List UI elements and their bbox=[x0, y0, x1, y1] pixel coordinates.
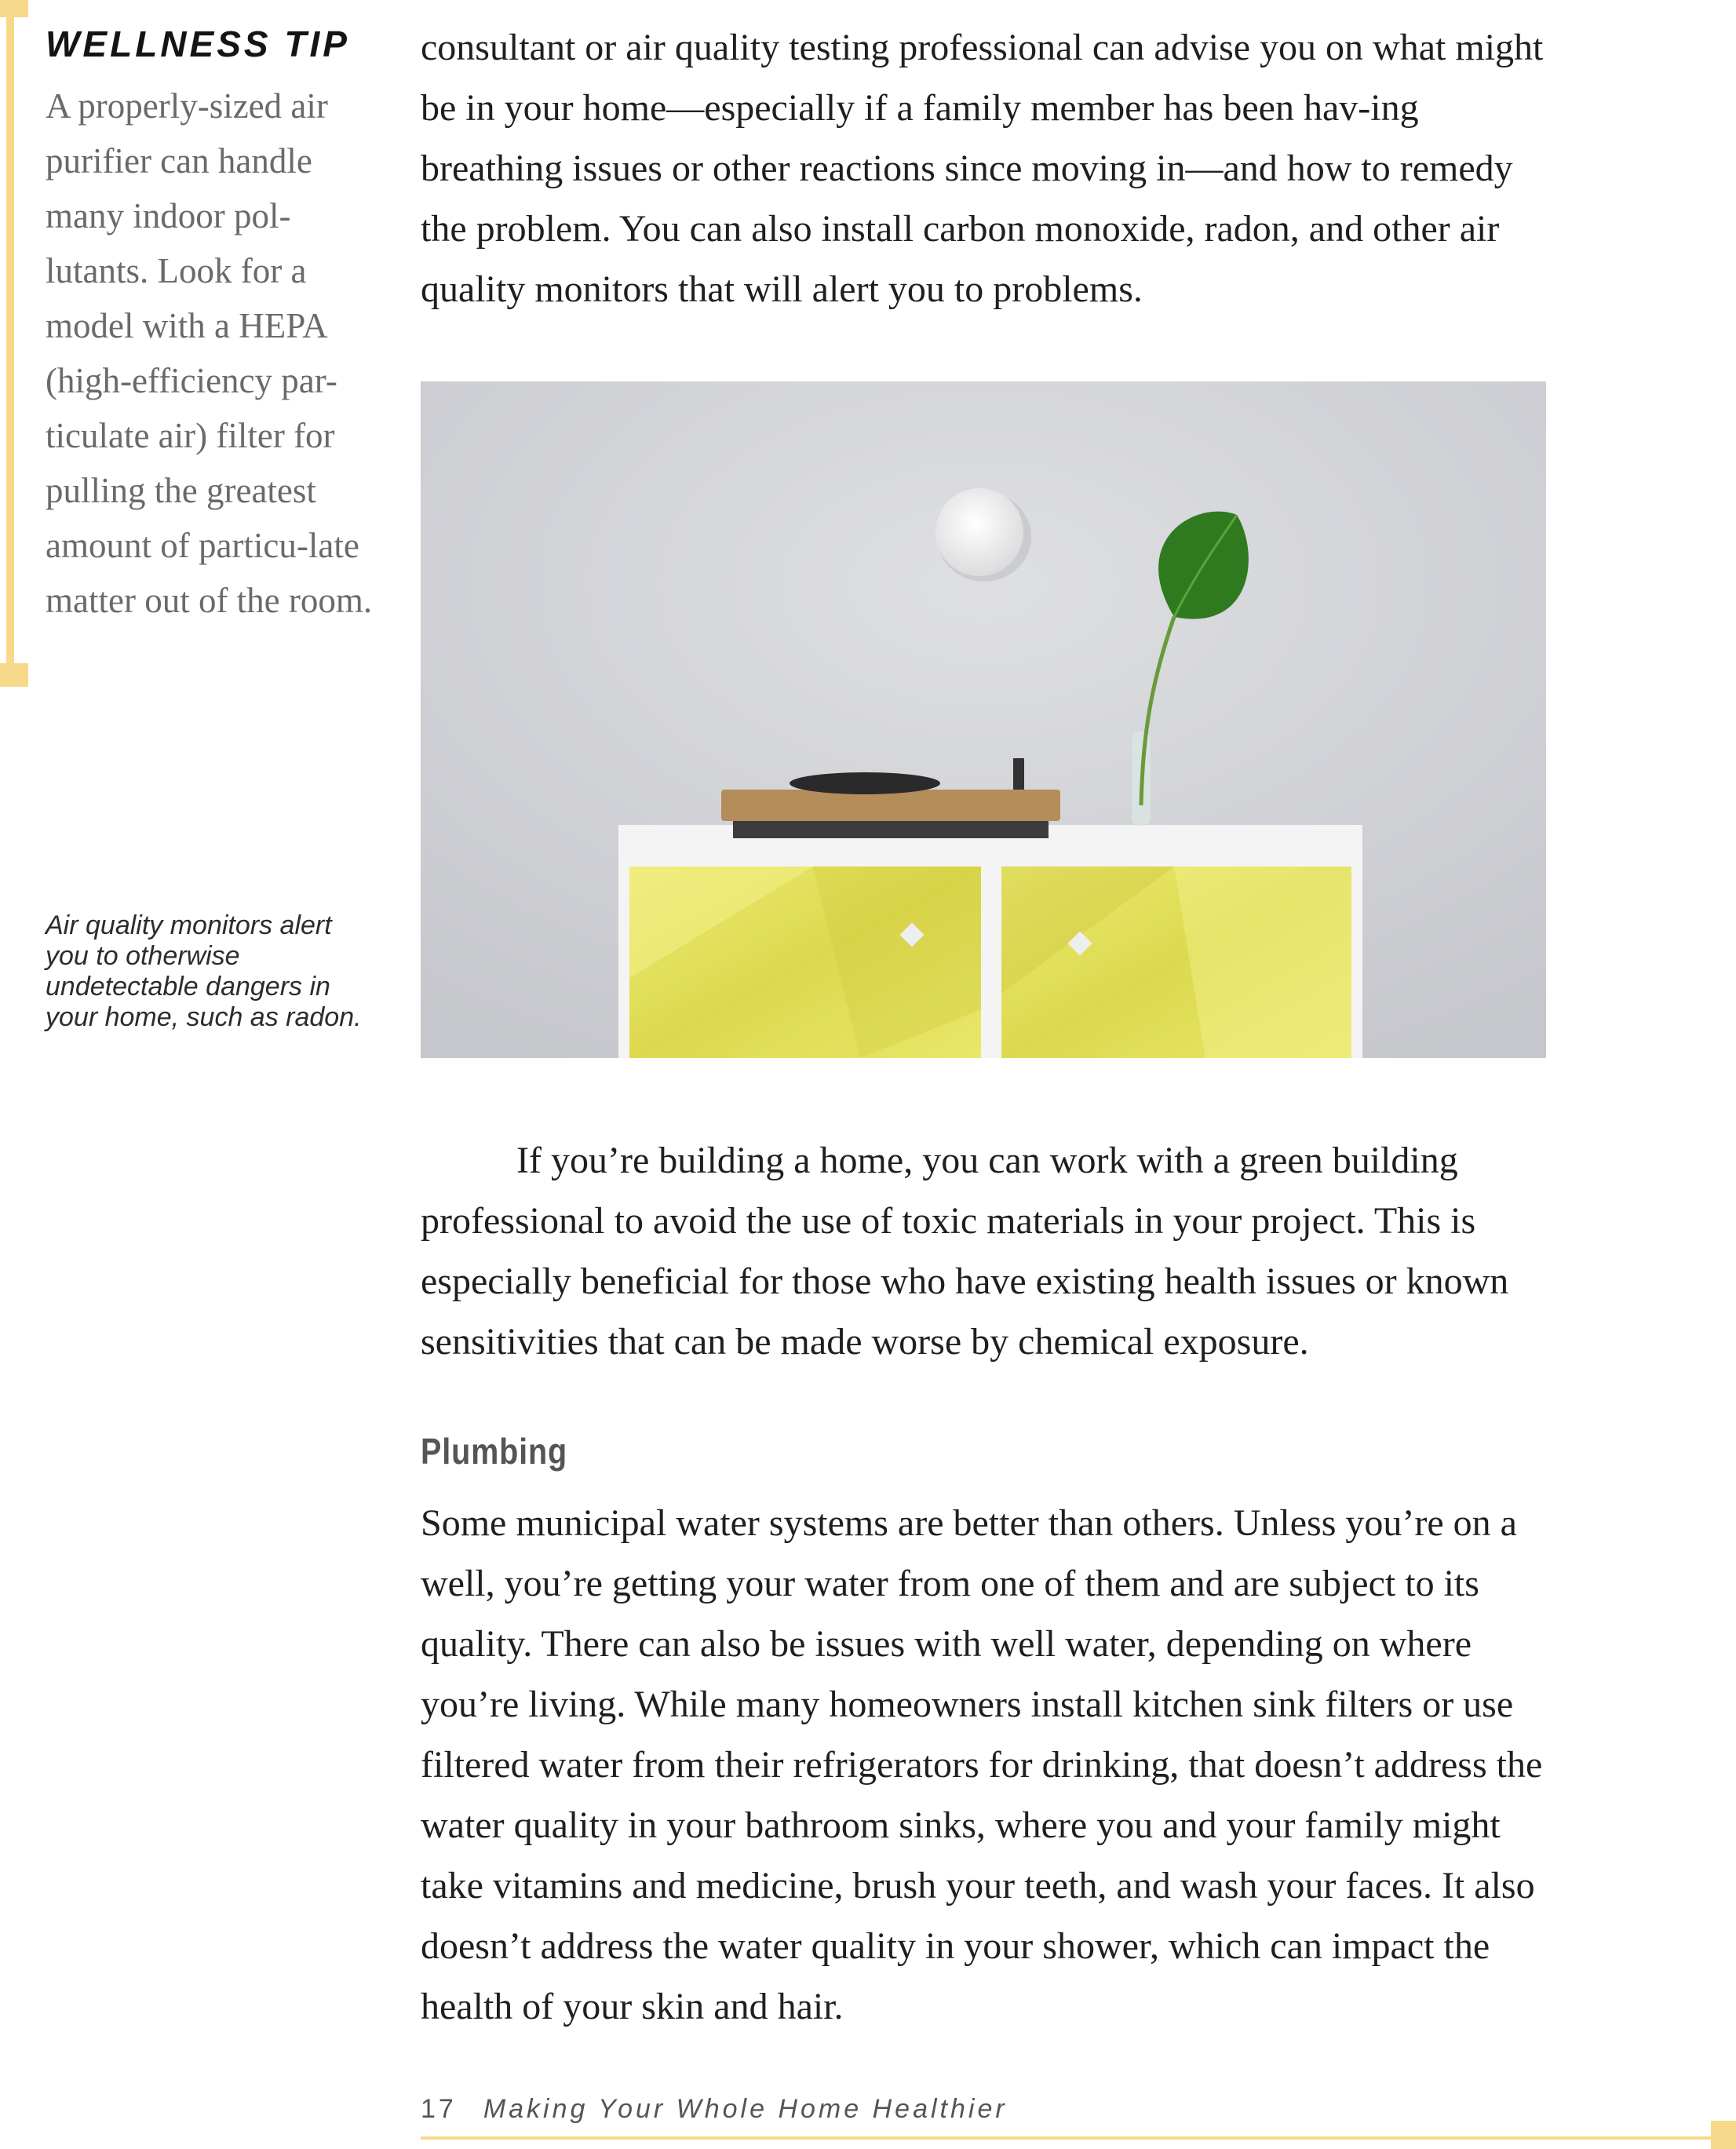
page-number: 17 bbox=[421, 2094, 457, 2124]
turntable-foot bbox=[733, 821, 1049, 838]
body-paragraph-3: Some municipal water systems are better than others. Unless you’re on a well, you’re getting your water from one of them and are subject to its quality. There can also be issues with well water, depending on where you’re living. While many homeowners install kitchen sink filters or use filtered water from their refrigerators for drinking, that doesn’t address the water quality in your bathroom sinks, where you and your family might take vitamins and medicine, brush your teeth, and wash your faces. It also doesn’t address the water quality in your shower, which can impact the health of your skin and hair. bbox=[421, 1502, 1543, 2027]
body-paragraph-1: consultant or air quality testing professional can advise you on what might be in your home—especially if a family member has been hav-ing breathing issues or other reactions since moving in—and how to remedy the problem. You can also install carbon monoxide, radon, and other air quality monitors that will alert you to problems. bbox=[421, 27, 1544, 310]
turntable-base bbox=[721, 790, 1060, 821]
footer-rule bbox=[421, 2136, 1727, 2140]
footer-rule-cap bbox=[1711, 2121, 1736, 2149]
body-paragraph-2: If you’re building a home, you can work with a green building professional to avoid the use of toxic materials in your project. This is especially beneficial for those who have existing health issues or known sensitivities that can be made worse by chemical exposure. bbox=[421, 1140, 1509, 1363]
photo-illustration bbox=[421, 381, 1546, 1058]
tonearm bbox=[1013, 758, 1024, 790]
vinyl-record bbox=[790, 772, 940, 794]
sidebar-rule bbox=[6, 16, 14, 667]
sidebar-rule-cap bbox=[0, 663, 28, 687]
wellness-tip-sidebar bbox=[46, 16, 375, 628]
sidebar-rule-top bbox=[0, 0, 28, 17]
wellness-tip-body: A properly-sized air purifier can handle many indoor pol-lutants. Look for a model with a HEPA (high-efficiency par-ticulate air) filter for pulling the greatest amount of particu-late matter out of the room. bbox=[46, 86, 373, 620]
air-quality-monitor-icon bbox=[935, 488, 1023, 576]
section-heading-plumbing: Plumbing bbox=[421, 1431, 568, 1472]
photo-air-quality-monitor bbox=[421, 381, 1546, 1058]
wellness-tip-title: WELLNESS TIP bbox=[46, 24, 350, 64]
running-book-title: Making Your Whole Home Healthier bbox=[483, 2094, 1008, 2124]
photo-caption: Air quality monitors alert you to otherwise undetectable dangers in your home, such as radon. bbox=[46, 910, 362, 1032]
page-footer bbox=[421, 2094, 1008, 2125]
